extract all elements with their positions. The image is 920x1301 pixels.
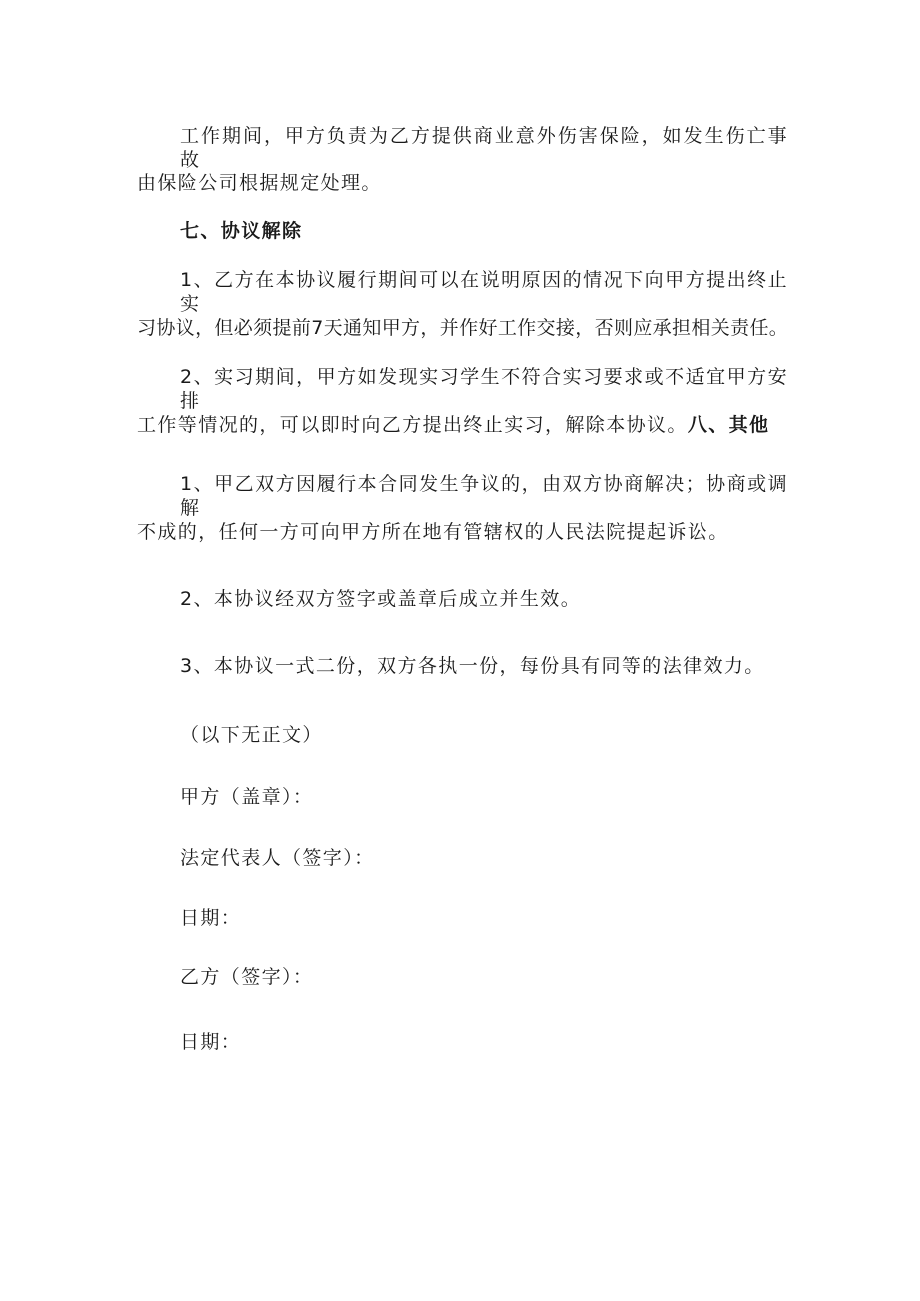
section-7-item-2-line-2 — [137, 413, 769, 437]
section-8-item-2: 2、本协议经双方签字或盖章后成立并生效。 — [180, 588, 582, 610]
end-note: （以下无正文） — [180, 724, 323, 746]
signature-legal-rep: 法定代表人（签字）： — [180, 847, 375, 869]
signature-date-b: 日期： — [180, 1031, 242, 1053]
insurance-para-line-2: 由保险公司根据规定处理。 — [137, 172, 382, 194]
section-7-item-1-line-1: 1、乙方在本协议履行期间可以在说明原因的情况下向甲方提出终止实 — [180, 269, 788, 315]
signature-party-a: 甲方（盖章）： — [180, 786, 314, 808]
section-8-heading: 八、其他 — [687, 414, 770, 436]
section-7-item-1-line-2: 习协议，但必须提前7天通知甲方，并作好工作交接，否则应承担相关责任。 — [137, 317, 788, 339]
section-7-heading: 七、协议解除 — [180, 220, 303, 242]
insurance-para-line-1: 工作期间，甲方负责为乙方提供商业意外伤害保险，如发生伤亡事故 — [180, 125, 788, 171]
section-8-item-1-line-2: 不成的，任何一方可向甲方所在地有管辖权的人民法院提起诉讼。 — [137, 521, 729, 543]
section-7-item-2-line-1: 2、实习期间，甲方如发现实习学生不符合实习要求或不适宜甲方安排 — [180, 366, 788, 412]
signature-date-a: 日期： — [180, 907, 242, 929]
section-7-item-2-line-2-text: 工作等情况的，可以即时向乙方提出终止实习，解除本协议。 — [137, 414, 688, 436]
section-8-item-1-line-1: 1、甲乙双方因履行本合同发生争议的，由双方协商解决；协商或调解 — [180, 473, 788, 519]
section-8-item-3: 3、本协议一式二份，双方各执一份，每份具有同等的法律效力。 — [180, 655, 765, 677]
signature-party-b: 乙方（签字）： — [180, 966, 314, 988]
